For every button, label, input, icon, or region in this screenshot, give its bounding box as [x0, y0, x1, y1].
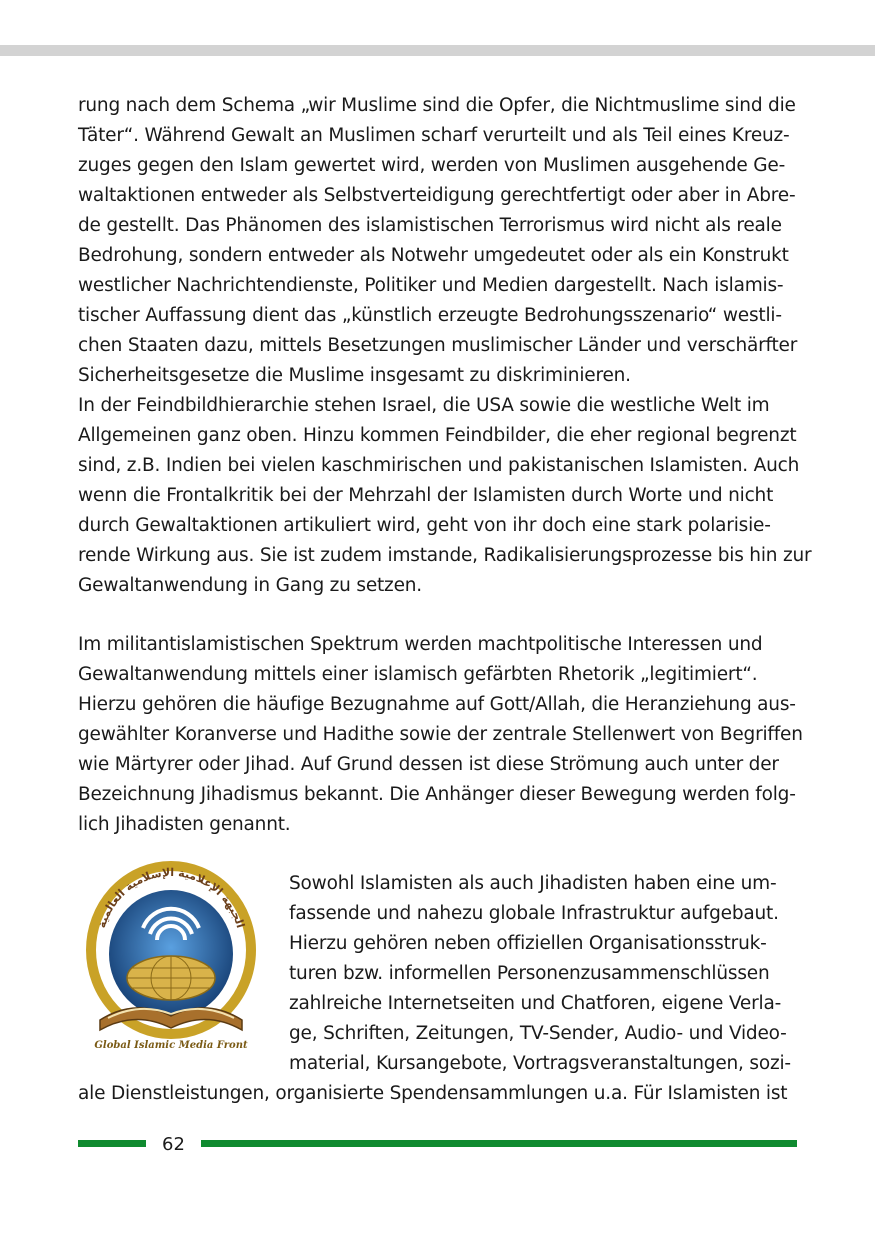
text-line: wenn die Frontalkritik bei der Mehrzahl der Islamisten durch Worte und nicht: [78, 485, 774, 506]
logo-arabic-arc: الجبهة الإعلامية الإسلامية العالمية: [94, 865, 248, 930]
text-line: Hierzu gehören die häufige Bezugnahme auf Gott/Allah, die Heranziehung aus-: [78, 694, 796, 715]
text-line: Täter“. Während Gewalt an Muslimen scharf verurteilt und als Teil eines Kreuz-: [78, 125, 790, 146]
text-line: material, Kursangebote, Vortragsveranstaltungen, sozi-: [289, 1053, 791, 1074]
text-line: turen bzw. informellen Personenzusammenschlüssen: [289, 963, 770, 984]
text-line: sind, z.B. Indien bei vielen kaschmirischen und pakistanischen Islamisten. Auch: [78, 455, 800, 476]
logo-caption: Global Islamic Media Front: [94, 1040, 248, 1051]
text-line: Sicherheitsgesetze die Muslime insgesamt zu diskriminieren.: [78, 365, 631, 386]
text-line: fassende und nahezu globale Infrastruktur aufgebaut.: [289, 903, 779, 924]
text-line: ge, Schriften, Zeitungen, TV-Sender, Audio- und Video-: [289, 1023, 787, 1044]
footer-bar-right: [201, 1140, 797, 1147]
text-line: Bezeichnung Jihadismus bekannt. Die Anhänger dieser Bewegung werden folg-: [78, 784, 796, 805]
text-line: Bedrohung, sondern entweder als Notwehr umgedeutet oder als ein Konstrukt: [78, 245, 789, 266]
text-line: Im militantislamistischen Spektrum werden machtpolitische Interessen und: [78, 634, 763, 655]
text-line: rende Wirkung aus. Sie ist zudem imstande, Radikalisierungsprozesse bis hin zur: [78, 545, 812, 566]
text-line: de gestellt. Das Phänomen des islamistischen Terrorismus wird nicht als reale: [78, 215, 782, 236]
text-line: rung nach dem Schema „wir Muslime sind die Opfer, die Nichtmuslime sind die: [78, 95, 796, 116]
page-number: 62: [162, 1134, 185, 1155]
text-line: chen Staaten dazu, mittels Besetzungen muslimischer Länder und verschärfter: [78, 335, 798, 356]
text-line: westlicher Nachrichtendienste, Politiker und Medien dargestellt. Nach islamis-: [78, 275, 784, 296]
footer-bar-left: [78, 1140, 146, 1147]
text-line: tischer Auffassung dient das „künstlich erzeugte Bedrohungsszenario“ westli-: [78, 305, 782, 326]
text-line: In der Feindbildhierarchie stehen Israel, die USA sowie die westliche Welt im: [78, 395, 770, 416]
text-line: zahlreiche Internetseiten und Chatforen, eigene Verla-: [289, 993, 782, 1014]
text-line: Gewaltanwendung mittels einer islamisch gefärbten Rhetorik „legitimiert“.: [78, 664, 758, 685]
text-line: waltaktionen entweder als Selbstverteidigung gerechtfertigt oder aber in Abre-: [78, 185, 796, 206]
text-line: durch Gewaltaktionen artikuliert wird, geht von ihr doch eine stark polarisie-: [78, 515, 771, 536]
global-islamic-media-front-logo: [80, 858, 262, 1056]
text-line: Hierzu gehören neben offiziellen Organisationsstruk-: [289, 933, 767, 954]
text-line: lich Jihadisten genannt.: [78, 814, 291, 835]
text-line: Allgemeinen ganz oben. Hinzu kommen Feindbilder, die eher regional begrenzt: [78, 425, 797, 446]
text-line: ale Dienstleistungen, organisierte Spendensammlungen u.a. Für Islamisten ist: [78, 1083, 788, 1104]
text-line: Sowohl Islamisten als auch Jihadisten haben eine um-: [289, 873, 777, 894]
text-line: gewählter Koranverse und Hadithe sowie der zentrale Stellenwert von Begriffen: [78, 724, 803, 745]
top-rule: [0, 45, 875, 56]
text-line: Gewaltanwendung in Gang zu setzen.: [78, 575, 422, 596]
text-line: zuges gegen den Islam gewertet wird, werden von Muslimen ausgehende Ge-: [78, 155, 786, 176]
text-line: wie Märtyrer oder Jihad. Auf Grund dessen ist diese Strömung auch unter der: [78, 754, 779, 775]
